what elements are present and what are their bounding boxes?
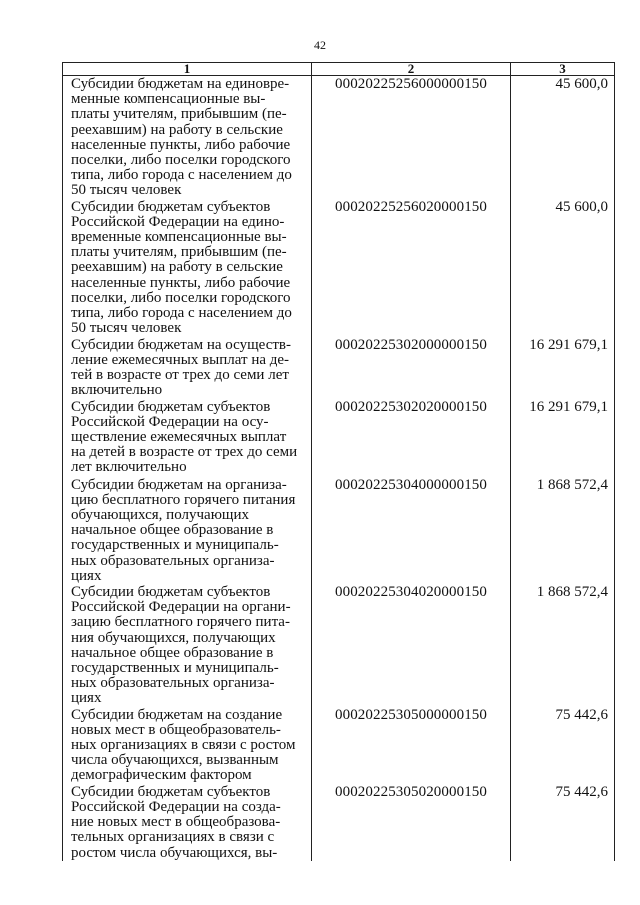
amount-cell: 1 868 572,4 — [511, 477, 615, 584]
budget-code-cell: 00020225302000000150 — [312, 337, 511, 399]
name-line: Субсидии бюджетам субъектов — [71, 198, 271, 215]
table-row — [63, 399, 615, 477]
name-line: Субсидии бюджетам субъектов — [71, 584, 271, 601]
budget-code-cell: 00020225305000000150 — [312, 707, 511, 784]
budget-code-cell: 00020225302020000150 — [312, 399, 511, 477]
budget-code-cell: 00020225304020000150 — [312, 584, 511, 707]
name-line: реехавшим) на работу в сельские — [71, 259, 283, 276]
budget-code-cell: 00020225256020000150 — [312, 199, 511, 337]
name-line: ние новых мест в общеобразова- — [71, 814, 281, 831]
name-line: поселки, либо поселки городского — [71, 289, 291, 306]
name-line: демографическим фактором — [71, 767, 252, 784]
name-line: Субсидии бюджетам на организа- — [71, 476, 287, 493]
amount-cell: 45 600,0 — [511, 76, 615, 199]
column-header-2: 2 — [312, 63, 511, 76]
name-line: платы учителям, прибывшим (пе- — [71, 106, 287, 123]
name-line: на детей в возрасте от трех до семи — [71, 444, 298, 461]
name-line: циях — [71, 567, 102, 584]
column-header-3: 3 — [511, 63, 615, 76]
name-line: ных образовательных организа- — [71, 675, 275, 692]
subsidy-name-cell — [63, 477, 312, 584]
name-line: Субсидии бюджетам на осуществ- — [71, 336, 291, 353]
subsidy-name-cell — [63, 399, 312, 477]
name-line: населенные пункты, либо рабочие — [71, 136, 291, 153]
budget-code-cell: 00020225304000000150 — [312, 477, 511, 584]
name-line: ществление ежемесячных выплат — [71, 429, 287, 446]
subsidy-name-cell — [63, 199, 312, 337]
table-row — [63, 584, 615, 707]
name-line: ление ежемесячных выплат на де- — [71, 351, 290, 368]
name-line: новых мест в общеобразователь- — [71, 721, 281, 738]
name-line: государственных и муниципаль- — [71, 660, 279, 677]
name-line: цию бесплатного горячего питания — [71, 491, 296, 508]
name-line: Субсидии бюджетам на единовре- — [71, 76, 290, 92]
table-header-row — [63, 63, 615, 76]
table-row — [63, 199, 615, 337]
name-line: поселки, либо поселки городского — [71, 152, 291, 169]
name-line: типа, либо города с населением до — [71, 167, 292, 184]
amount-cell: 75 442,6 — [511, 707, 615, 784]
subsidy-name-cell — [63, 76, 312, 199]
name-line: Российской Федерации на осу- — [71, 413, 269, 430]
amount-cell: 16 291 679,1 — [511, 399, 615, 477]
amount-cell: 45 600,0 — [511, 199, 615, 337]
name-line: 50 тысяч человек — [71, 320, 182, 337]
name-line: ных образовательных организа- — [71, 552, 275, 569]
page-number: 42 — [314, 38, 326, 52]
name-line: циях — [71, 690, 102, 707]
subsidy-name-cell — [63, 707, 312, 784]
amount-cell: 16 291 679,1 — [511, 337, 615, 399]
name-line: Субсидии бюджетам на создание — [71, 706, 283, 723]
name-line: Российской Федерации на созда- — [71, 798, 281, 815]
name-line: 50 тысяч человек — [71, 182, 182, 199]
subsidy-name-cell — [63, 337, 312, 399]
name-line: обучающихся, получающих — [71, 507, 249, 524]
name-line: начальное общее образование в — [71, 644, 274, 661]
name-line: начальное общее образование в — [71, 522, 274, 539]
amount-cell: 75 442,6 — [511, 784, 615, 861]
name-line: ния обучающихся, получающих — [71, 629, 276, 646]
name-line: временные компенсационные вы- — [71, 229, 287, 246]
name-line: лет включительно — [71, 459, 187, 476]
name-line: Российской Федерации на органи- — [71, 599, 291, 616]
budget-code-cell: 00020225256000000150 — [312, 76, 511, 199]
table-row — [63, 477, 615, 584]
name-line: ных организациях в связи с ростом — [71, 737, 296, 754]
name-line: зацию бесплатного горячего пита- — [71, 614, 290, 631]
table-row — [63, 784, 615, 861]
name-line: тей в возрасте от трех до семи лет — [71, 367, 289, 384]
subsidy-name-cell — [63, 584, 312, 707]
name-line: числа обучающихся, вызванным — [71, 752, 279, 769]
name-line: менные компенсационные вы- — [71, 91, 266, 108]
name-line: Субсидии бюджетам субъектов — [71, 398, 271, 415]
name-line: Субсидии бюджетам субъектов — [71, 783, 271, 800]
name-line: типа, либо города с населением до — [71, 305, 292, 322]
column-header-1: 1 — [63, 63, 312, 76]
name-line: платы учителям, прибывшим (пе- — [71, 244, 287, 261]
name-line: Российской Федерации на едино- — [71, 213, 285, 230]
budget-code-cell: 00020225305020000150 — [312, 784, 511, 861]
budget-table — [62, 62, 615, 861]
table-row — [63, 76, 615, 199]
name-line: включительно — [71, 382, 163, 399]
subsidy-name-cell — [63, 784, 312, 861]
name-line: реехавшим) на работу в сельские — [71, 121, 283, 138]
name-line: государственных и муниципаль- — [71, 537, 279, 554]
table-row — [63, 337, 615, 399]
name-line: тельных организациях в связи с — [71, 829, 275, 846]
name-line: ростом числа обучающихся, вы- — [71, 844, 278, 861]
amount-cell: 1 868 572,4 — [511, 584, 615, 707]
table-row — [63, 707, 615, 784]
name-line: населенные пункты, либо рабочие — [71, 274, 291, 291]
